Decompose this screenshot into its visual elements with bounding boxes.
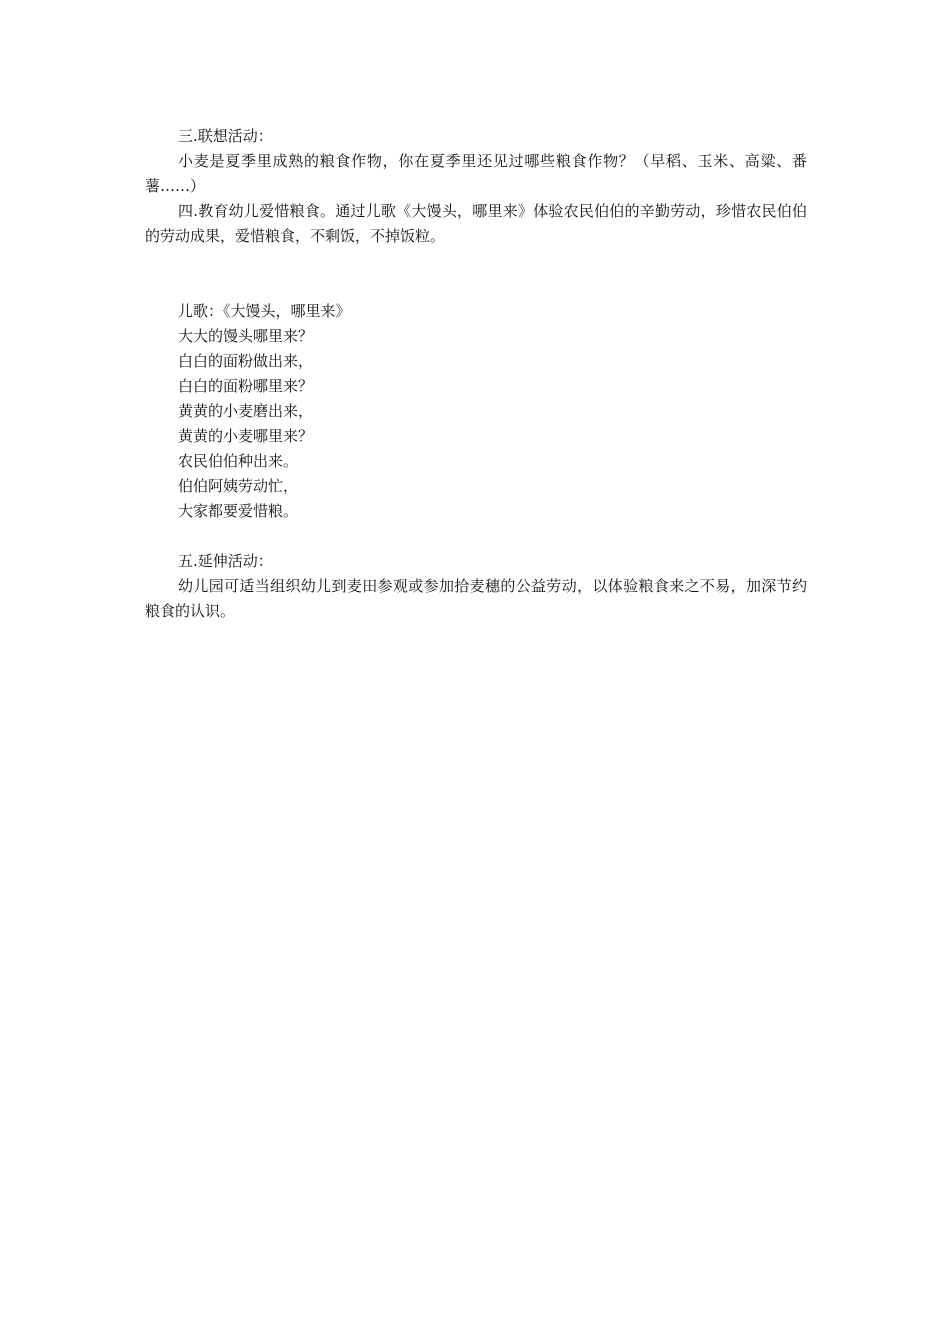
song-title: 儿歌：《大馒头，哪里来》 [178,302,351,320]
section5-heading: 五.延伸活动： [178,552,273,570]
song-line: 黄黄的小麦哪里来？ [178,427,314,445]
song-line: 农民伯伯种出来。 [178,452,299,470]
song-block [145,299,807,524]
song-line: 大大的馒头哪里来？ [178,327,314,345]
song-line: 伯伯阿姨劳动忙， [178,477,299,495]
spacer [145,524,807,549]
section3-heading: 三.联想活动： [178,127,273,145]
spacer [145,249,807,299]
document-page [145,124,807,624]
song-line: 黄黄的小麦磨出来， [178,402,314,420]
song-line: 白白的面粉做出来， [178,352,314,370]
section5-body: 幼儿园可适当组织幼儿到麦田参观或参加拾麦穗的公益劳动，以体验粮食来之不易，加深节约粮食的认识。 [145,577,807,620]
song-line: 白白的面粉哪里来？ [178,377,314,395]
song-line: 大家都要爱惜粮。 [178,502,299,520]
section3-body: 小麦是夏季里成熟的粮食作物，你在夏季里还见过哪些粮食作物？（早稻、玉米、高粱、番薯……） [145,152,807,195]
section4-body: 四.教育幼儿爱惜粮食。通过儿歌《大馒头，哪里来》体验农民伯伯的辛勤劳动，珍惜农民伯伯的劳动成果，爱惜粮食，不剩饭，不掉饭粒。 [145,202,807,245]
